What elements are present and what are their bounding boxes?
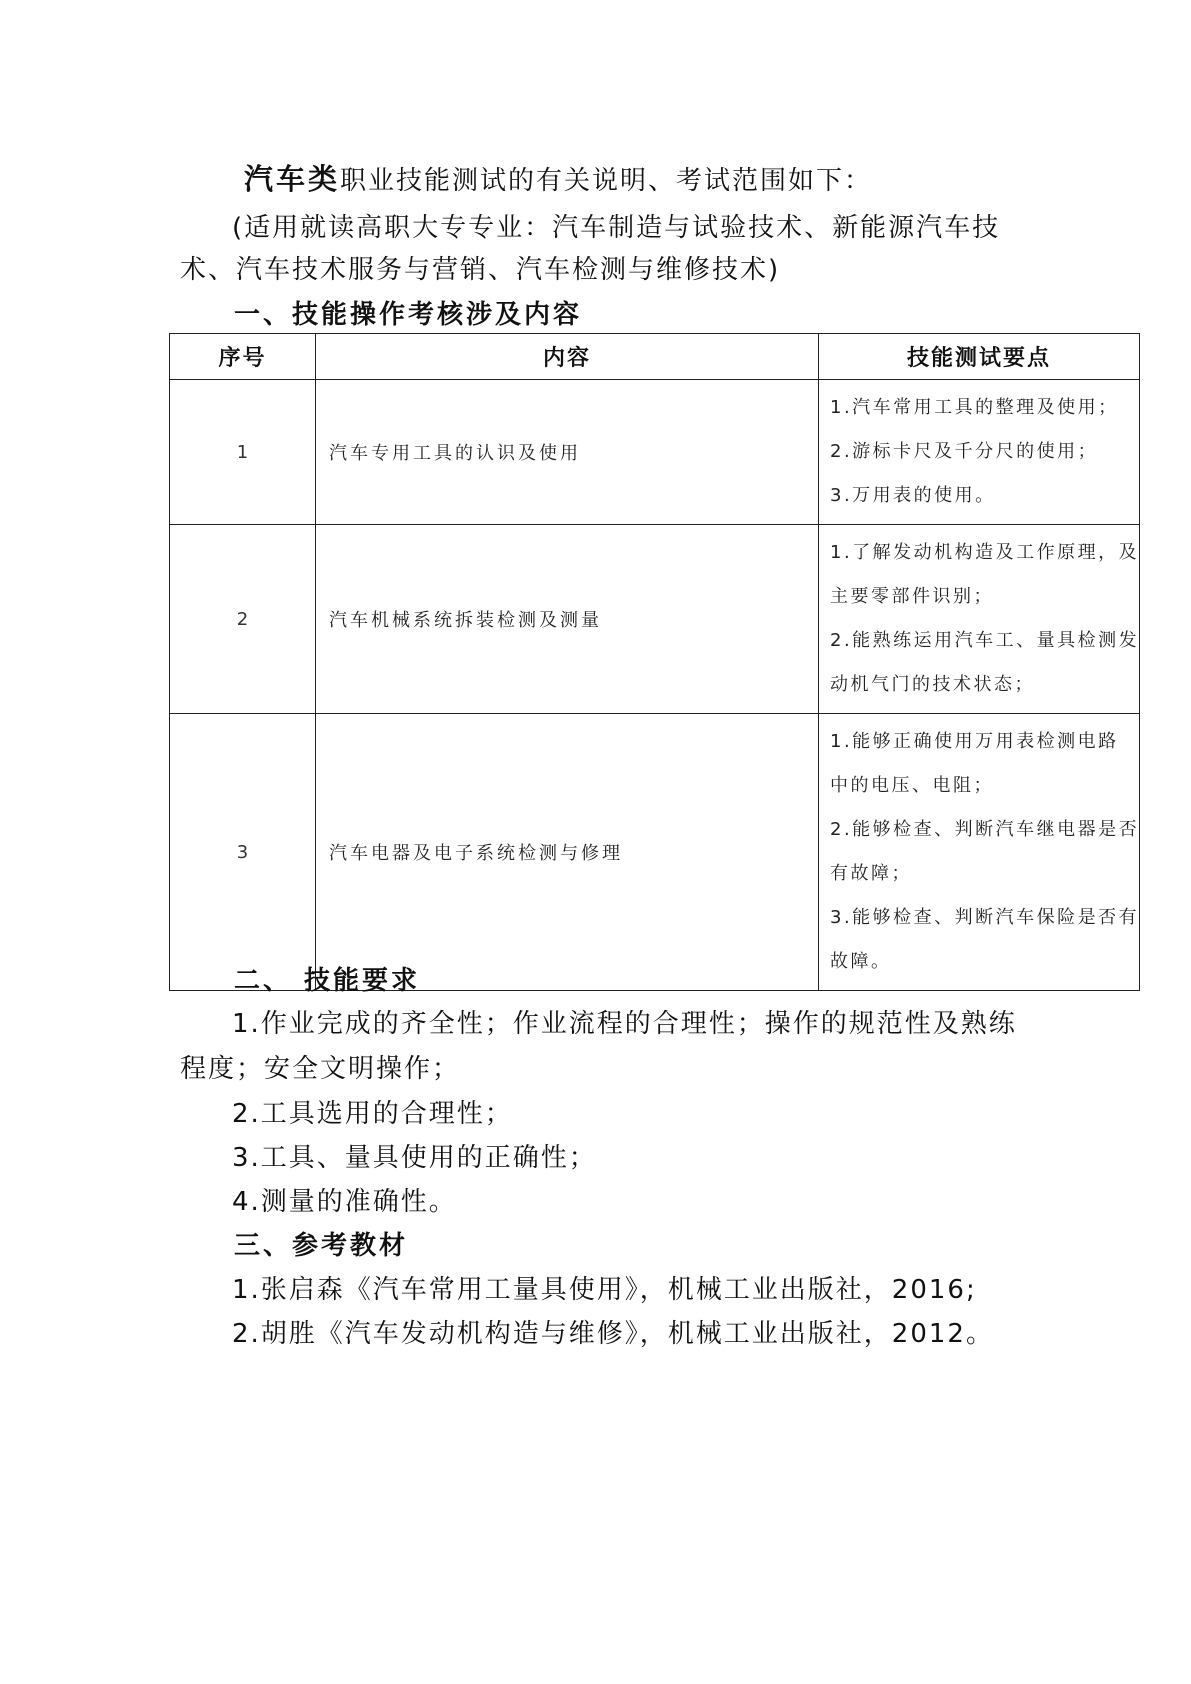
row-number: 3 (170, 714, 316, 991)
row-content: 汽车电器及电子系统检测与修理 (316, 714, 819, 991)
table-row (170, 380, 1140, 525)
title-text: 职业技能测试的有关说明、考试范围如下： (340, 166, 873, 196)
document-title (244, 164, 872, 196)
requirement-item-1-line1: 1.作业完成的齐全性；作业流程的合理性；操作的规范性及熟练 (232, 1009, 1017, 1039)
row-test-points (819, 525, 1140, 714)
row-number: 2 (170, 525, 316, 714)
title-category: 汽车类 (244, 162, 341, 196)
applicable-majors-line1: (适用就读高职大专专业：汽车制造与试验技术、新能源汽车技 (232, 213, 1001, 243)
row-number: 1 (170, 380, 316, 525)
test-point: 故障。 (830, 951, 892, 972)
test-point: 1.了解发动机构造及工作原理，及 (830, 542, 1140, 563)
reference-book-1: 1.张启森《汽车常用工量具使用》，机械工业出版社，2016; (232, 1275, 977, 1305)
test-point: 2.游标卡尺及千分尺的使用； (830, 441, 1099, 462)
requirement-item-3: 3.工具、量具使用的正确性； (232, 1143, 597, 1173)
table-row (170, 714, 1140, 991)
row-content: 汽车专用工具的认识及使用 (316, 380, 819, 525)
requirement-item-4: 4.测量的准确性。 (232, 1187, 457, 1217)
test-point: 1.汽车常用工具的整理及使用； (830, 397, 1119, 418)
test-point: 动机气门的技术状态； (830, 674, 1035, 695)
test-point: 主要零部件识别； (830, 586, 994, 607)
requirement-item-2: 2.工具选用的合理性； (232, 1099, 513, 1129)
skills-table (169, 333, 1140, 991)
applicable-majors-line2: 术、汽车技术服务与营销、汽车检测与维修技术) (180, 255, 781, 285)
section1-heading: 一、技能操作考核涉及内容 (234, 300, 583, 330)
test-point: 1.能够正确使用万用表检测电路 (830, 731, 1119, 752)
test-point: 有故障； (830, 863, 912, 884)
header-number: 序号 (170, 334, 316, 380)
requirement-item-1-line2: 程度；安全文明操作； (180, 1054, 461, 1084)
row-content: 汽车机械系统拆装检测及测量 (316, 525, 819, 714)
header-content: 内容 (316, 334, 819, 380)
section3-heading: 三、参考教材 (234, 1231, 409, 1261)
header-test-points: 技能测试要点 (819, 334, 1140, 380)
test-point: 2.能够检查、判断汽车继电器是否 (830, 819, 1140, 840)
section2-heading: 二、 技能要求 (234, 966, 421, 996)
row-test-points (819, 380, 1140, 525)
reference-book-2: 2.胡胜《汽车发动机构造与维修》，机械工业出版社，2012。 (232, 1319, 994, 1349)
test-point: 3.能够检查、判断汽车保险是否有 (830, 907, 1140, 928)
test-point: 3.万用表的使用。 (830, 485, 996, 506)
test-point: 中的电压、电阻； (830, 775, 994, 796)
test-point: 2.能熟练运用汽车工、量具检测发 (830, 630, 1140, 651)
table-header-row (170, 334, 1140, 380)
table-row (170, 525, 1140, 714)
row-test-points (819, 714, 1140, 991)
